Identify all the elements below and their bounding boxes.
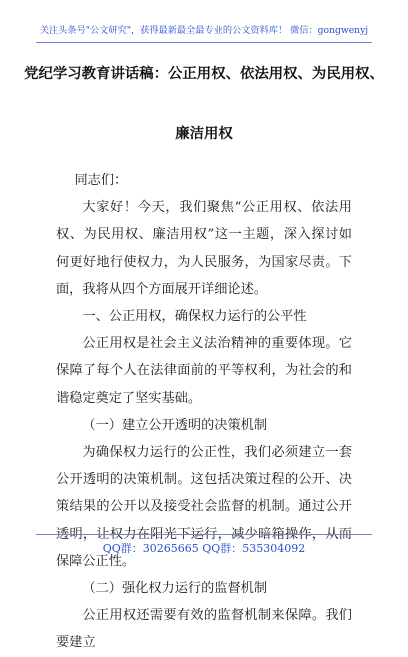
footer-qq-groups: QQ群：30265665 QQ群：535304092 xyxy=(102,542,306,555)
header-promo-text: 关注头条号"公文研究"，获得最新最全最专业的公文资料库！ 微信：gongwenyj xyxy=(39,25,369,36)
section-1-paragraph: 公正用权是社会主义法治精神的重要体现。它保障了每个人在法律面前的平等权利，为社会的和谐稳定奠定了坚实基础。 xyxy=(56,336,352,406)
header-divider xyxy=(36,42,372,43)
subsection-1-paragraph: 为确保权力运行的公正性，我们必须建立一套公开透明的决策机制。这包括决策过程的公开、决策结果的公开以及接受社会监督的机制。通过公开透明，让权力在阳光下运行，减少暗箱操作，从而保障公正性。 xyxy=(56,445,352,569)
salutation: 同志们： xyxy=(74,173,128,188)
subsection-1-heading: （一）建立公开透明的决策机制 xyxy=(82,417,268,433)
subsection-2-heading: （二）强化权力运行的监督机制 xyxy=(82,581,268,597)
subsection-2-paragraph: 公正用权还需要有效的监督机制来保障。我们要建立 xyxy=(56,608,352,651)
footer-divider xyxy=(36,534,372,535)
section-1-heading: 一、公正用权，确保权力运行的公平性 xyxy=(82,309,307,325)
intro-paragraph: 大家好！今天，我们聚焦“公正用权、依法用权、为民用权、廉洁用权”这一主题，深入探讨如何更好地行使权力，为人民服务，为国家尽责。下面，我将从四个方面展开详细论述。 xyxy=(56,200,352,297)
document-body xyxy=(56,167,352,657)
document-title-line-1: 党纪学习教育讲话稿：公正用权、依法用权、为民用权、 xyxy=(24,65,384,82)
document-title-line-2: 廉洁用权 xyxy=(175,125,233,142)
